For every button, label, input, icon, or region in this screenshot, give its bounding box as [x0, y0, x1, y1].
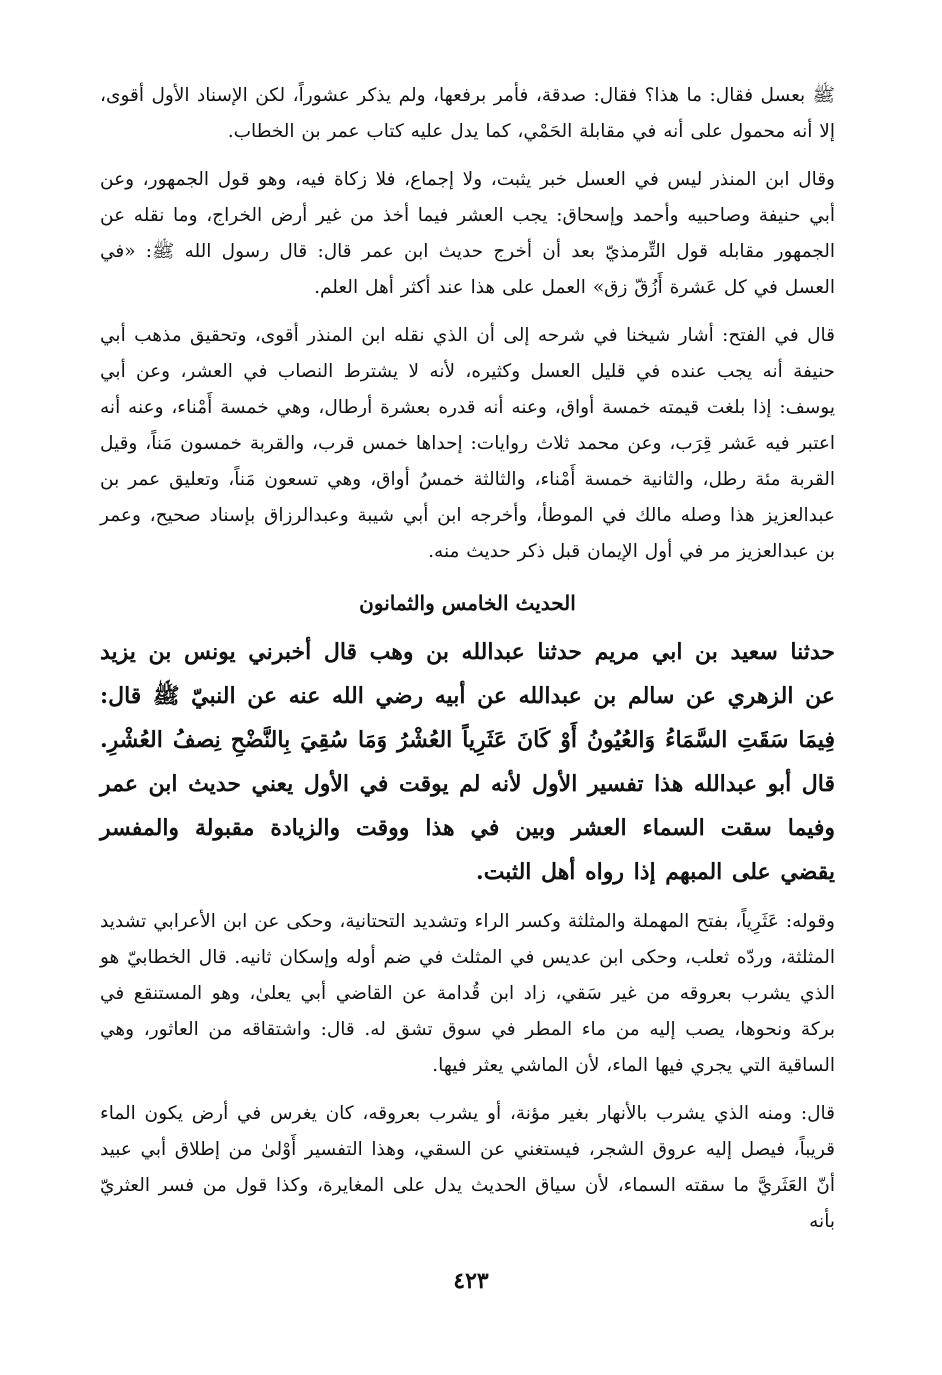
section-heading: الحديث الخامس والثمانون — [359, 591, 576, 615]
page-number: ٤٢٣ — [453, 1268, 489, 1294]
hadith-text: حدثنا سعيد بن ابي مريم حدثنا عبدالله بن وهب قال أخبرني يونس بن يزيد عن الزهري عن سالم بن عبدالله عن أبيه رضي الله عنه عن النبيّ ﷺ قال: فِيمَا سَقَتِ السَّمَاءُ وَالعُيُونُ أَوْ كَانَ عَثَرِياً العُشْرُ وَمَا سُقِيَ بِالنَّضْحِ نِصفُ العُشْرِ. قال أبو عبدالله هذا تفسير الأول لأنه لم يوقت في الأول يعني حديث ابن عمر وفيما سقت السماء العشر وبين في هذا ووقت والزيادة مقبولة والمفسر يقضي على المبهم إذا رواه أهل الثبت. — [100, 639, 835, 885]
paragraph-ibn-mundhir: وقال ابن المنذر ليس في العسل خبر يثبت، ولا إجماع، فلا زكاة فيه، وهو قول الجمهور، وعن أبي حنيفة وصاحبيه وأحمد وإسحاق: يجب العشر فيما أخذ من غير أرض الخراج، وما نقله عن الجمهور مقابله قول التِّرمذيّ بعد أن أخرج حديث ابن عمر قال: قال رسول الله ﷺ: «في العسل في كل عَشرة أَزُقّ زق» العمل على هذا عند أكثر أهل العلم. — [100, 169, 835, 298]
paragraph-athariyyan: وقوله: عَثَرِياً، بفتح المهملة والمثلثة وكسر الراء وتشديد التحتانية، وحكى عن ابن الأعرابي تشديد المثلثة، وردّه ثعلب، وحكى ابن عديس في المثلث في ضم أوله وإسكان ثانيه. قال الخطابيّ هو الذي يشرب بعروقه من غير سَقي، زاد ابن قُدامة عن القاضي أبي يعلىٰ، وهو المستنقع في بركة ونحوها، يصب إليه من ماء المطر في سوق تشق له. قال: واشتقاقه من العاثور، وهي الساقية التي يجري فيها الماء، لأن الماشي يعثر فيها. — [100, 911, 835, 1076]
page-body — [100, 78, 835, 1240]
paragraph-qala-minhu: قال: ومنه الذي يشرب بالأنهار بغير مؤنة، أو يشرب بعروقه، كان يغرس في أرض يكون الماء قريباً، فيصل إليه عروق الشجر، فيستغني عن السقي، وهذا التفسير أَوْلىٰ من إطلاق أبي عبيد أنّ العَثَريَّ ما سقته السماء، لأن سياق الحديث يدل على المغايرة، وكذا قول من فسر العثريّ بأنه — [100, 1103, 835, 1232]
paragraph-honey-isnad: ﷺ بعسل فقال: ما هذا؟ فقال: صدقة، فأمر برفعها، ولم يذكر عشوراً، لكن الإسناد الأول أقوى، إلا أنه محمول على أنه في مقابلة الحَمْي، كما يدل عليه كتاب عمر بن الخطاب. — [100, 85, 835, 142]
paragraph-fath-commentary: قال في الفتح: أشار شيخنا في شرحه إلى أن الذي نقله ابن المنذر أقوى، وتحقيق مذهب أبي حنيفة أنه يجب عنده في قليل العسل وكثيره، لأنه لا يشترط النصاب في العشر، وعن أبي يوسف: إذا بلغت قيمته خمسة أواق، وعنه أنه قدره بعشرة أرطال، وهي خمسة أَمْناء، وعنه أنه اعتبر فيه عَشر قِرَب، وعن محمد ثلاث روايات: إحداها خمس قرب، والقربة خمسون مَناً، وقيل القربة مئة رطل، والثانية خمسة أَمْناء، والثالثة خمسُ أواق، وهي تسعون مَناً، وتعليق عمر بن عبدالعزيز هذا وصله مالك في الموطأ، وأخرجه ابن أبي شيبة وعبدالرزاق بإسناد صحيح، وعمر بن عبدالعزيز مر في أول الإيمان قبل ذكر حديث منه. — [100, 325, 835, 562]
